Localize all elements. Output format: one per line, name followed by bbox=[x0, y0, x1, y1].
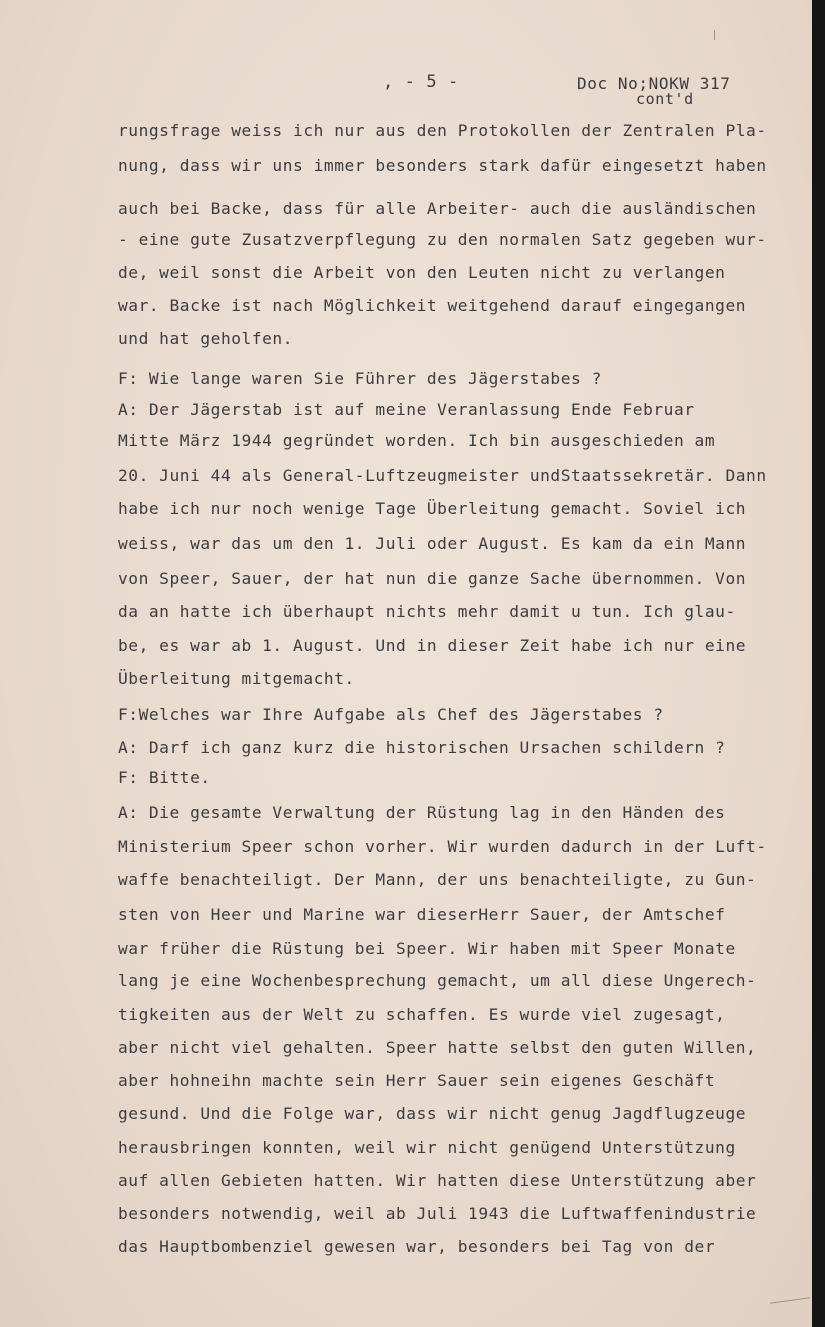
scan-background-edge bbox=[812, 0, 825, 1327]
text-line: war früher die Rüstung bei Speer. Wir haben mit Speer Monate bbox=[118, 939, 736, 958]
text-line: A: Darf ich ganz kurz die historischen Ursachen schildern ? bbox=[118, 738, 726, 757]
text-line: nung, dass wir uns immer besonders stark dafür eingesetzt haben bbox=[118, 156, 767, 175]
continued-note: cont'd bbox=[636, 90, 694, 108]
text-line: be, es war ab 1. August. Und in dieser Zeit habe ich nur eine bbox=[118, 636, 747, 655]
text-line: da an hatte ich überhaupt nichts mehr damit u tun. Ich glau- bbox=[118, 602, 736, 621]
text-line: habe ich nur noch wenige Tage Überleitung gemacht. Soviel ich bbox=[118, 499, 747, 518]
text-line: A: Die gesamte Verwaltung der Rüstung lag in den Händen des bbox=[118, 803, 726, 822]
text-line: F: Bitte. bbox=[118, 768, 211, 787]
text-line: de, weil sonst die Arbeit von den Leuten nicht zu verlangen bbox=[118, 263, 726, 282]
text-line: von Speer, Sauer, der hat nun die ganze Sache übernommen. Von bbox=[118, 569, 747, 588]
text-line: war. Backe ist nach Möglichkeit weitgehend darauf eingegangen bbox=[118, 296, 747, 315]
text-line: herausbringen konnten, weil wir nicht genügend Unterstützung bbox=[118, 1138, 736, 1157]
text-line: aber hohneihn machte sein Herr Sauer sein eigenes Geschäft bbox=[118, 1071, 716, 1090]
text-line: weiss, war das um den 1. Juli oder August. Es kam da ein Mann bbox=[118, 534, 747, 553]
text-line: Mitte März 1944 gegründet worden. Ich bin ausgeschieden am bbox=[118, 431, 716, 450]
text-line: besonders notwendig, weil ab Juli 1943 die Luftwaffenindustrie bbox=[118, 1204, 757, 1223]
text-line: Ministerium Speer schon vorher. Wir wurden dadurch in der Luft- bbox=[118, 837, 767, 856]
page-number: , - 5 - bbox=[383, 72, 459, 92]
text-line: F:Welches war Ihre Aufgabe als Chef des Jägerstabes ? bbox=[118, 705, 664, 724]
text-line: auch bei Backe, dass für alle Arbeiter- auch die ausländischen bbox=[118, 199, 757, 218]
text-line: F: Wie lange waren Sie Führer des Jägerstabes ? bbox=[118, 369, 602, 388]
text-line: 20. Juni 44 als General-Luftzeugmeister undStaatssekretär. Dann bbox=[118, 466, 767, 485]
edge-mark bbox=[770, 1297, 810, 1304]
text-line: aber nicht viel gehalten. Speer hatte selbst den guten Willen, bbox=[118, 1038, 757, 1057]
pencil-mark bbox=[714, 30, 715, 40]
text-line: lang je eine Wochenbesprechung gemacht, um all diese Ungerech- bbox=[118, 971, 757, 990]
text-line: tigkeiten aus der Welt zu schaffen. Es wurde viel zugesagt, bbox=[118, 1005, 726, 1024]
text-line: Überleitung mitgemacht. bbox=[118, 669, 355, 688]
text-line: auf allen Gebieten hatten. Wir hatten diese Unterstützung aber bbox=[118, 1171, 757, 1190]
text-line: das Hauptbombenziel gewesen war, besonders bei Tag von der bbox=[118, 1237, 716, 1256]
text-line: - eine gute Zusatzverpflegung zu den normalen Satz gegeben wur- bbox=[118, 230, 767, 249]
text-line: sten von Heer und Marine war dieserHerr Sauer, der Amtschef bbox=[118, 905, 726, 924]
text-line: waffe benachteiligt. Der Mann, der uns benachteiligte, zu Gun- bbox=[118, 870, 757, 889]
text-line: A: Der Jägerstab ist auf meine Veranlassung Ende Februar bbox=[118, 400, 695, 419]
text-line: rungsfrage weiss ich nur aus den Protokollen der Zentralen Pla- bbox=[118, 121, 767, 140]
document-number: Doc No;NOKW 317 bbox=[577, 74, 731, 93]
text-line: und hat geholfen. bbox=[118, 329, 294, 348]
text-line: gesund. Und die Folge war, dass wir nicht genug Jagdflugzeuge bbox=[118, 1104, 747, 1123]
